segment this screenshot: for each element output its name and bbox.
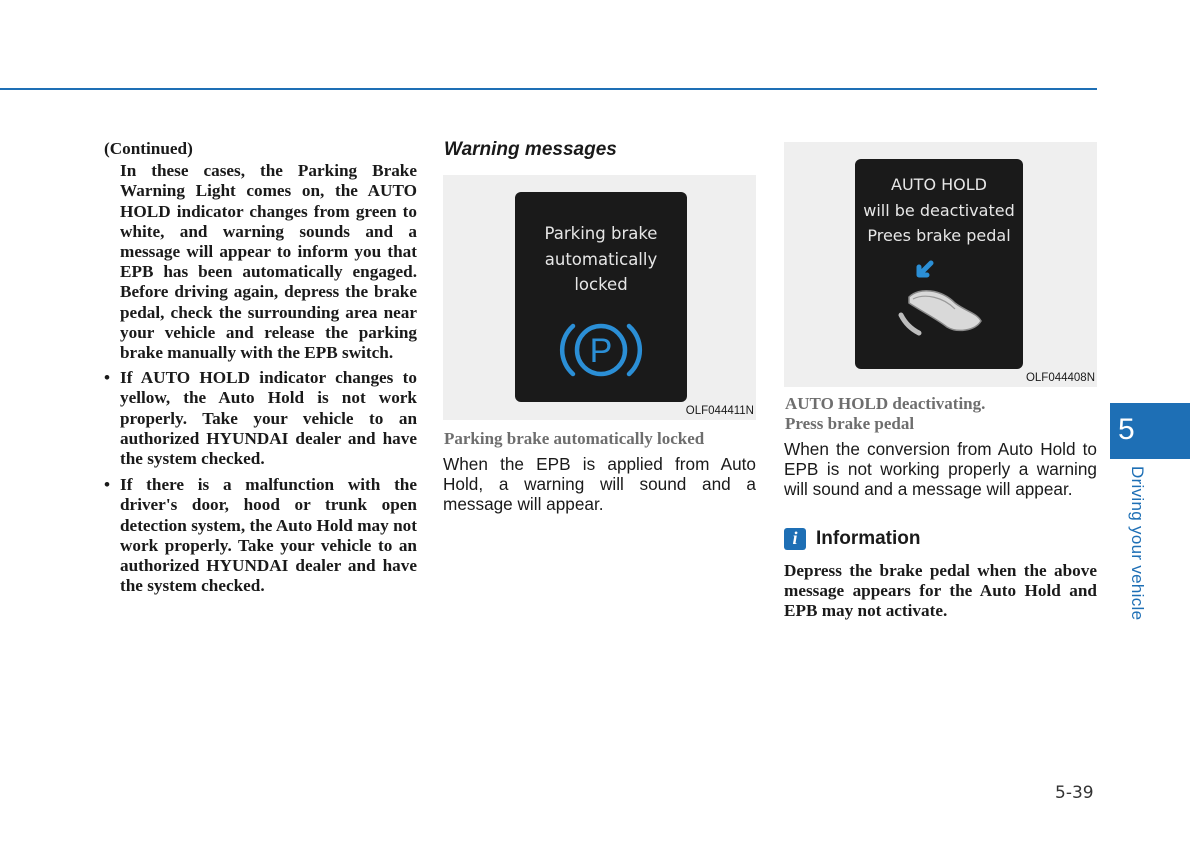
information-text: Depress the brake pedal when the above message appears for the Auto Hold and EPB may not activate. [784,560,1097,621]
brake-pedal-icon [891,259,991,343]
chapter-number: 5 [1118,413,1135,446]
cluster-display [515,192,687,402]
display-line: will be deactivated [863,200,1015,220]
parking-brake-figure [443,175,756,420]
display-line: locked [574,275,628,294]
figure-code: OLF044411N [685,405,754,417]
figure-code: OLF044408N [1025,372,1095,384]
page-number: 5-39 [1055,783,1094,803]
body-text: When the EPB is applied from Auto Hold, a warning will sound and a message will appear. [443,454,756,515]
display-line: AUTO HOLD [891,175,987,194]
bullet-item [104,475,417,596]
column-1 [104,139,417,602]
information-heading [784,528,1097,550]
bullet-item [104,368,417,469]
bullet-text: If there is a malfunction with the driver's door, hood or trunk open detection system, the Auto Hold may not work properly. Take your vehicle to an authorized HYUNDAI dealer and have the system checked. [120,475,417,596]
column-2 [443,138,756,515]
display-line: Prees brake pedal [867,226,1011,245]
epb-parking-brake-icon [559,314,643,386]
epb-symbol-letter: P [589,332,613,370]
continued-label: (Continued) [104,139,193,158]
section-title: Warning messages [444,139,617,160]
caption-line: AUTO HOLD deactivating. [785,394,986,413]
display-message [515,221,687,298]
display-line: Parking brake [544,224,658,243]
display-message [855,172,1023,249]
bullet-dot: • [104,368,111,388]
auto-hold-figure [784,142,1097,387]
info-icon: i [784,528,806,550]
cluster-display [855,159,1023,369]
intro-paragraph: In these cases, the Parking Brake Warning Light comes on, the AUTO HOLD indicator changes from green to white, and warning sounds and a message will appear to inform you that EPB has been automatically engaged. Before driving again, depress the brake pedal, check the surrounding area near your vehicle and release the parking brake manually with the EPB switch. [120,161,417,363]
column-3 [784,142,1097,621]
information-title: Information [816,527,921,549]
header-rule [0,88,1097,90]
caption-line: Press brake pedal [785,414,915,433]
chapter-label: Driving your vehicle [1128,466,1147,621]
display-line: automatically [544,249,658,269]
body-text: When the conversion from Auto Hold to EPB is not working properly a warning will sound and a message will appear. [784,439,1097,500]
bullet-text: If AUTO HOLD indicator changes to yellow, the Auto Hold is not work properly. Take your vehicle to an authorized HYUNDAI dealer and have the system checked. [120,368,417,469]
bullet-dot: • [104,475,111,495]
figure-caption [785,394,1097,434]
figure-caption: Parking brake automatically locked [444,429,705,448]
